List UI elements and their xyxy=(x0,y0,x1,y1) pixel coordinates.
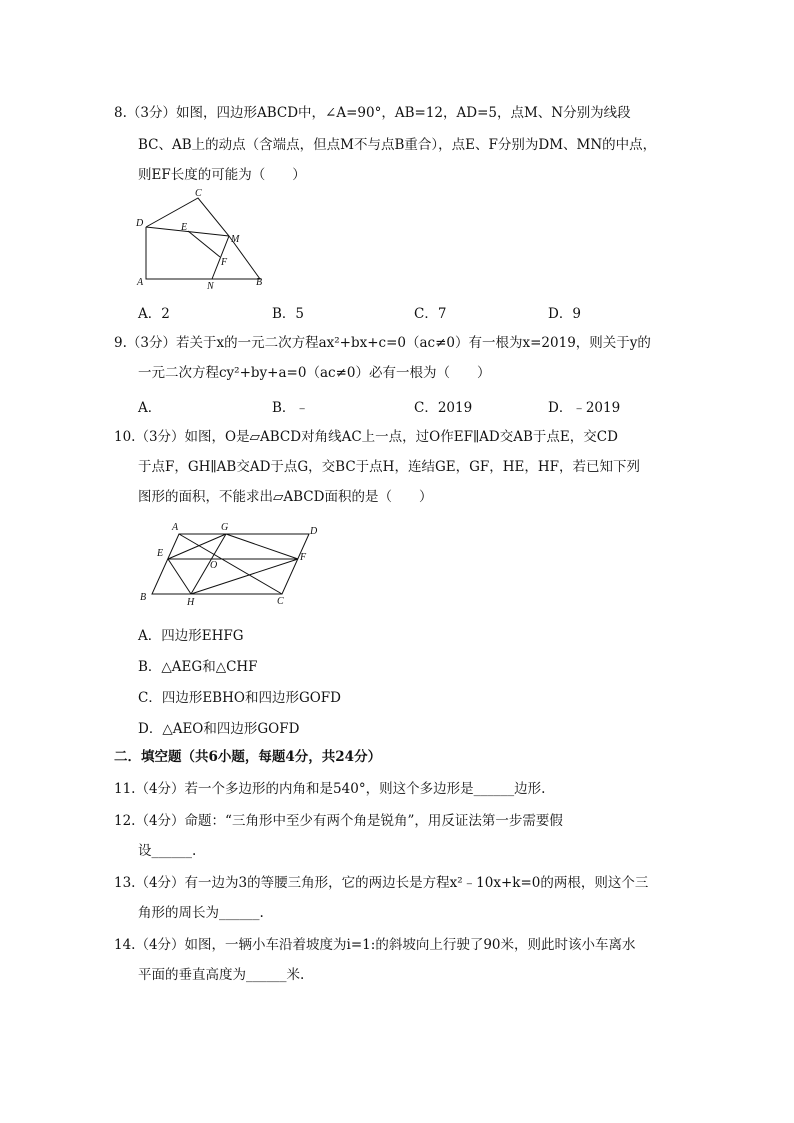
q8-label-a: A xyxy=(137,277,144,288)
q10-line-2: 于点F，GH∥AB交AD于点G，交BC于点H，连结GE，GF，HE，HF，若已知下列 xyxy=(138,459,641,475)
q10-figure xyxy=(134,518,334,608)
q10-line-3: 图形的面积，不能求出▱ABCD面积的是（ ） xyxy=(138,489,433,505)
q8-label-f: F xyxy=(221,257,228,268)
q10-choice-d[interactable]: D．△AEO和四边形GOFD xyxy=(138,721,300,737)
q8-label-c: C xyxy=(195,188,202,199)
q9-choice-a[interactable]: A． xyxy=(138,400,162,416)
q8-choice-b[interactable]: B．5 xyxy=(272,306,305,322)
q8-line-3: 则EF长度的可能为（ ） xyxy=(138,167,306,183)
q13-line-1: 13.（4分）有一边为3的等腰三角形，它的两边长是方程x²﹣10x+k=0的两根，则这个三 xyxy=(114,875,649,891)
q10-label-h: H xyxy=(187,597,195,608)
q10-label-d: D xyxy=(310,526,318,537)
q9-line-2: 一元二次方程cy²+by+a=0（ac≠0）必有一根为（ ） xyxy=(138,365,491,381)
q12-line-1: 12.（4分）命题：“三角形中至少有两个角是锐角”，用反证法第一步需要假 xyxy=(114,813,563,829)
q8-figure xyxy=(132,190,272,290)
q10-label-c: C xyxy=(277,596,284,607)
q10-label-b: B xyxy=(140,592,147,603)
q8-label-b: B xyxy=(256,277,263,288)
q8-choice-c[interactable]: C．7 xyxy=(414,306,447,322)
q8-label-m: M xyxy=(231,234,240,245)
q8-choice-d[interactable]: D．9 xyxy=(548,306,581,322)
q9-choice-c[interactable]: C．2019 xyxy=(414,400,473,416)
q9-choice-d[interactable]: D．﹣2019 xyxy=(548,400,621,416)
q10-choice-b[interactable]: B．△AEG和△CHF xyxy=(138,659,258,675)
q14-line-1: 14.（4分）如图，一辆小车沿着坡度为i=1:的斜坡向上行驶了90米，则此时该小车离水 xyxy=(114,937,636,953)
q8-label-n: N xyxy=(207,281,214,292)
q10-label-g: G xyxy=(221,522,229,533)
q14-line-2: 平面的垂直高度为______米. xyxy=(138,967,305,983)
q10-label-o: O xyxy=(210,560,218,571)
q8-label-d: D xyxy=(136,218,144,229)
q13-line-2: 角形的周长为______. xyxy=(138,905,264,921)
q8-line-2: BC、AB上的动点（含端点，但点M不与点B重合），点E、F分别为DM、MN的中点， xyxy=(138,137,657,153)
q10-label-a: A xyxy=(172,522,179,533)
q10-choice-c[interactable]: C．四边形EBHO和四边形GOFD xyxy=(138,690,341,706)
q10-line-1: 10.（3分）如图，O是▱ABCD对角线AC上一点，过O作EF∥AD交AB于点E，交CD xyxy=(114,429,618,445)
section-2-title: 二．填空题（共6小题，每题4分，共24分） xyxy=(114,749,382,765)
q10-label-f: F xyxy=(300,552,307,563)
q10-label-e: E xyxy=(157,548,164,559)
q8-line-1: 8.（3分）如图，四边形ABCD中，∠A=90°，AB=12，AD=5，点M、N分别为线段 xyxy=(114,105,631,121)
q8-choice-a[interactable]: A．2 xyxy=(138,306,170,322)
q8-label-e: E xyxy=(181,222,188,233)
q11-line-1: 11.（4分）若一个多边形的内角和是540°，则这个多边形是______边形. xyxy=(114,781,546,797)
q9-line-1: 9.（3分）若关于x的一元二次方程ax²+bx+c=0（ac≠0）有一根为x=2019，则关于y的 xyxy=(114,335,651,351)
q9-choice-b[interactable]: B．﹣ xyxy=(272,400,309,416)
q10-choice-a[interactable]: A．四边形EHFG xyxy=(138,628,244,644)
q12-line-2: 设______. xyxy=(138,843,197,859)
